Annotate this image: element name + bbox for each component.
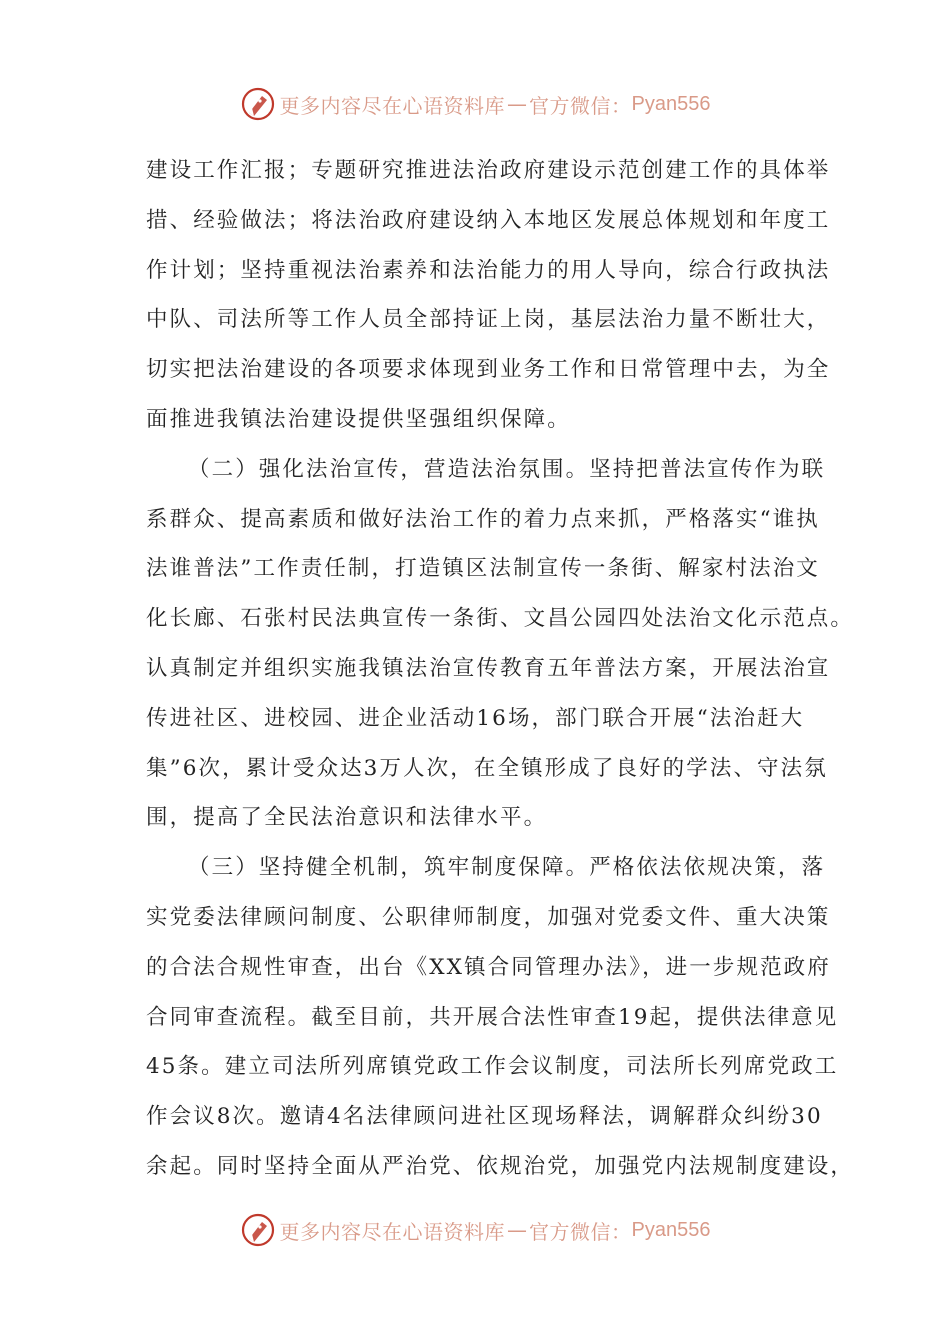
body-line: 集”6次，累计受众达3万人次，在全镇形成了良好的学法、守法氛 <box>146 755 828 781</box>
body-line: 实党委法律顾问制度、公职律师制度，加强对党委文件、重大决策 <box>146 904 831 930</box>
body-line: 面推进我镇法治建设提供坚强组织保障。 <box>146 406 571 432</box>
body-line: 余起。同时坚持全面从严治党、依规治党，加强党内法规制度建设， <box>146 1153 855 1179</box>
pen-nib-logo-icon <box>240 86 276 122</box>
body-line: 作会议8次。邀请4名法律顾问进社区现场释法，调解群众纠纷30 <box>146 1104 823 1130</box>
section-heading-line: （二）强化法治宣传，营造法治氛围。坚持把普法宣传作为联 <box>188 456 826 482</box>
footer-wechat-handle: Pyan556 <box>631 1218 711 1241</box>
header-promo-text: 更多内容尽在心语资料库 <box>279 93 506 118</box>
body-line: 传进社区、进校园、进企业活动16场，部门联合开展“法治赶大 <box>146 705 805 731</box>
body-line: 认真制定并组织实施我镇法治宣传教育五年普法方案，开展法治宣 <box>146 655 831 681</box>
body-line: 措、经验做法；将法治政府建设纳入本地区发展总体规划和年度工 <box>146 207 831 233</box>
footer-watermark-banner <box>0 1208 950 1252</box>
body-line: 建设工作汇报；专题研究推进法治政府建设示范创建工作的具体举 <box>146 158 831 183</box>
section-heading-line: （三）坚持健全机制，筑牢制度保障。严格依法依规决策，落 <box>188 855 826 881</box>
body-line: 合同审查流程。截至目前，共开展合法性审查19起，提供法律意见 <box>146 1004 839 1030</box>
body-line: 法谁普法”工作责任制，打造镇区法制宣传一条街、解家村法治文 <box>146 556 820 582</box>
body-line: 作计划；坚持重视法治素养和法治能力的用人导向，综合行政执法 <box>146 257 831 283</box>
footer-separator: — <box>507 1218 528 1242</box>
body-line: 中队、司法所等工作人员全部持证上岗，基层法治力量不断壮大， <box>146 307 831 333</box>
body-line: 系群众、提高素质和做好法治工作的着力点来抓，严格落实“谁执 <box>146 506 820 532</box>
header-contact-text: 官方微信： <box>529 93 632 118</box>
body-line: 化长廊、石张村民法典宣传一条街、文昌公园四处法治文化示范点。 <box>146 606 855 632</box>
header-wechat-handle: Pyan556 <box>631 92 711 115</box>
body-line: 围，提高了全民法治意识和法律水平。 <box>146 805 548 831</box>
document-body <box>146 146 855 1192</box>
body-line: 切实把法治建设的各项要求体现到业务工作和日常管理中去，为全 <box>146 357 831 383</box>
body-line: 45条。建立司法所列席镇党政工作会议制度，司法所长列席党政工 <box>146 1054 839 1080</box>
pen-nib-logo-icon <box>240 1212 276 1248</box>
header-watermark-banner <box>0 82 950 126</box>
header-separator: — <box>507 92 528 116</box>
footer-contact-text: 官方微信： <box>529 1219 632 1244</box>
footer-promo-text: 更多内容尽在心语资料库 <box>279 1219 506 1244</box>
body-line: 的合法合规性审查，出台《XX镇合同管理办法》，进一步规范政府 <box>146 954 831 980</box>
